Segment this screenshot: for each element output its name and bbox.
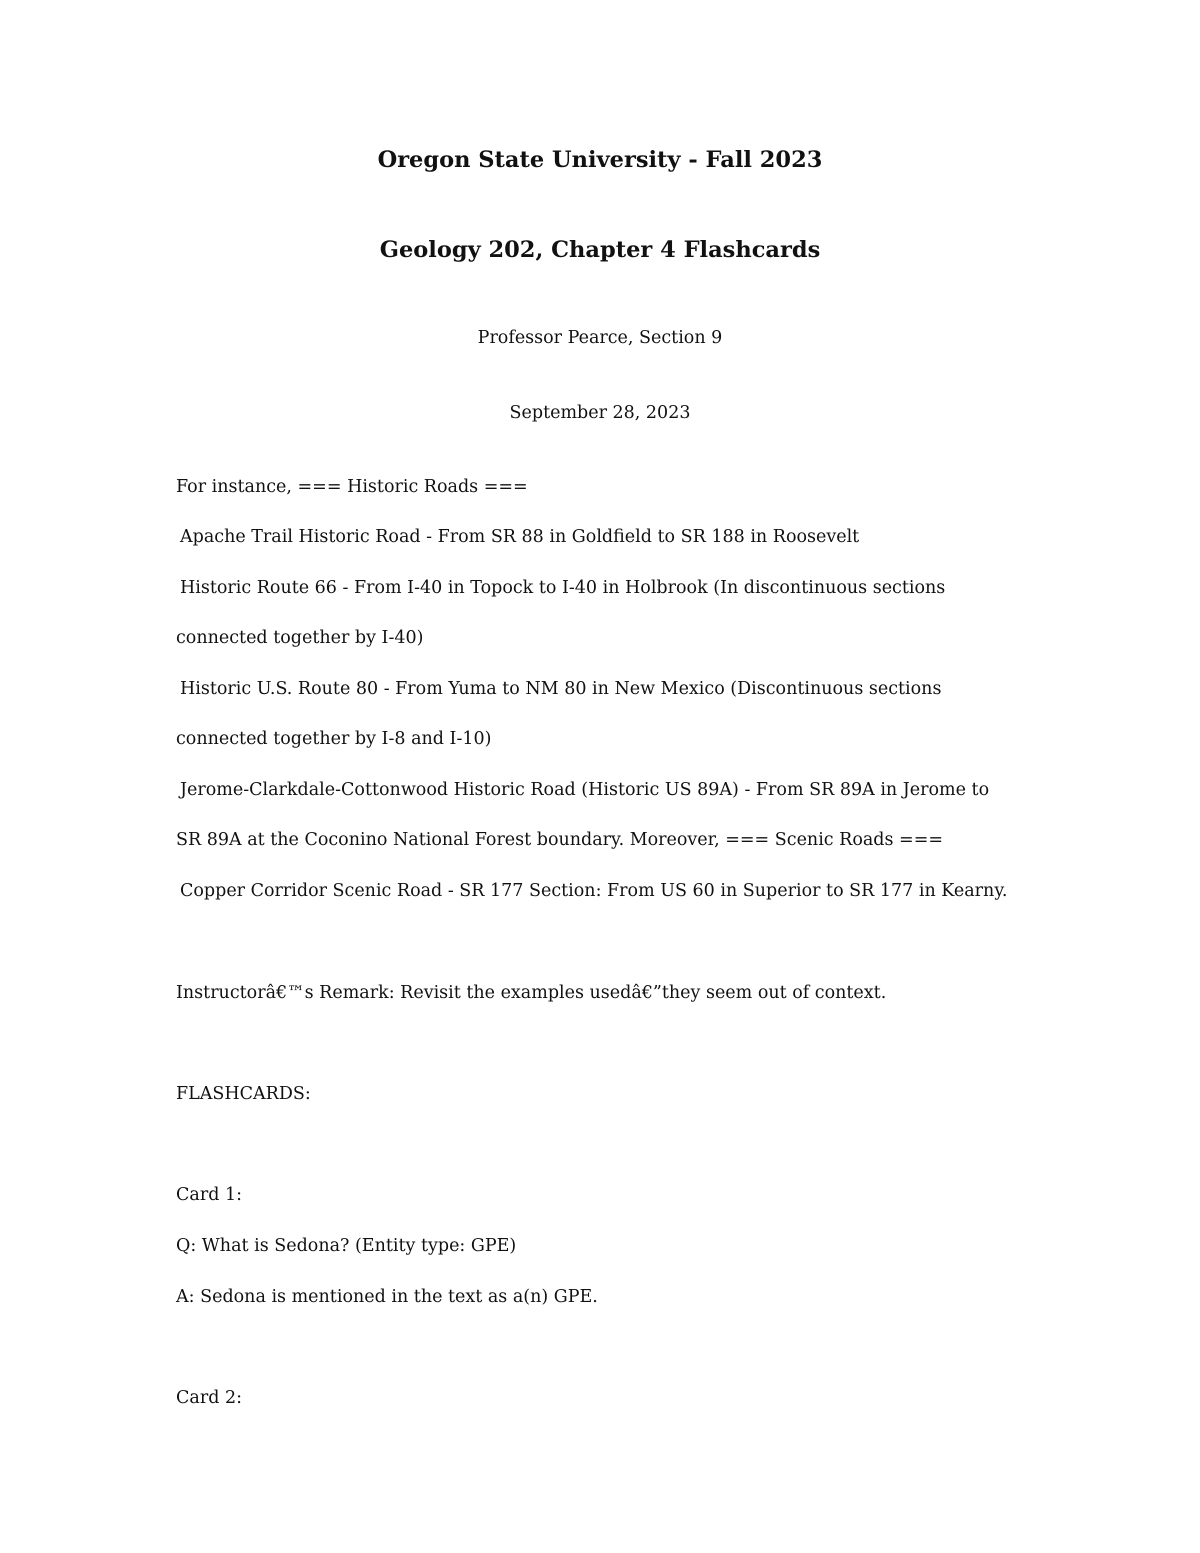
body-line: For instance, === Historic Roads ===: [176, 477, 528, 497]
body-line: SR 89A at the Coconino National Forest boundary. Moreover, === Scenic Roads ===: [176, 830, 944, 850]
card-question: Q: What is Sedona? (Entity type: GPE): [176, 1236, 517, 1256]
body-line: Apache Trail Historic Road - From SR 88 in Goldfield to SR 188 in Roosevelt: [180, 527, 860, 547]
body-line: connected together by I-40): [176, 628, 424, 648]
card-label: Card 2:: [176, 1388, 242, 1408]
flashcards-heading: FLASHCARDS:: [176, 1084, 311, 1104]
body-line: connected together by I-8 and I-10): [176, 729, 492, 749]
instructor-remark: Instructorâ€™s Remark: Revisit the examples usedâ€”they seem out of context.: [176, 983, 887, 1003]
body-line: Historic U.S. Route 80 - From Yuma to NM 80 in New Mexico (Discontinuous sections: [180, 679, 942, 699]
body-line: Historic Route 66 - From I-40 in Topock to I-40 in Holbrook (In discontinuous sections: [180, 578, 946, 598]
institution-heading: Oregon State University - Fall 2023: [377, 147, 823, 173]
body-line: Jerome-Clarkdale-Cottonwood Historic Road (Historic US 89A) - From SR 89A in Jerome to: [180, 780, 990, 800]
body-line: Copper Corridor Scenic Road - SR 177 Section: From US 60 in Superior to SR 177 in Kearny.: [180, 881, 1008, 901]
card-label: Card 1:: [176, 1185, 242, 1205]
document-title: Geology 202, Chapter 4 Flashcards: [379, 237, 821, 263]
date-line: September 28, 2023: [509, 403, 691, 423]
card-answer: A: Sedona is mentioned in the text as a(n) GPE.: [176, 1287, 598, 1307]
instructor-line: Professor Pearce, Section 9: [477, 328, 723, 348]
